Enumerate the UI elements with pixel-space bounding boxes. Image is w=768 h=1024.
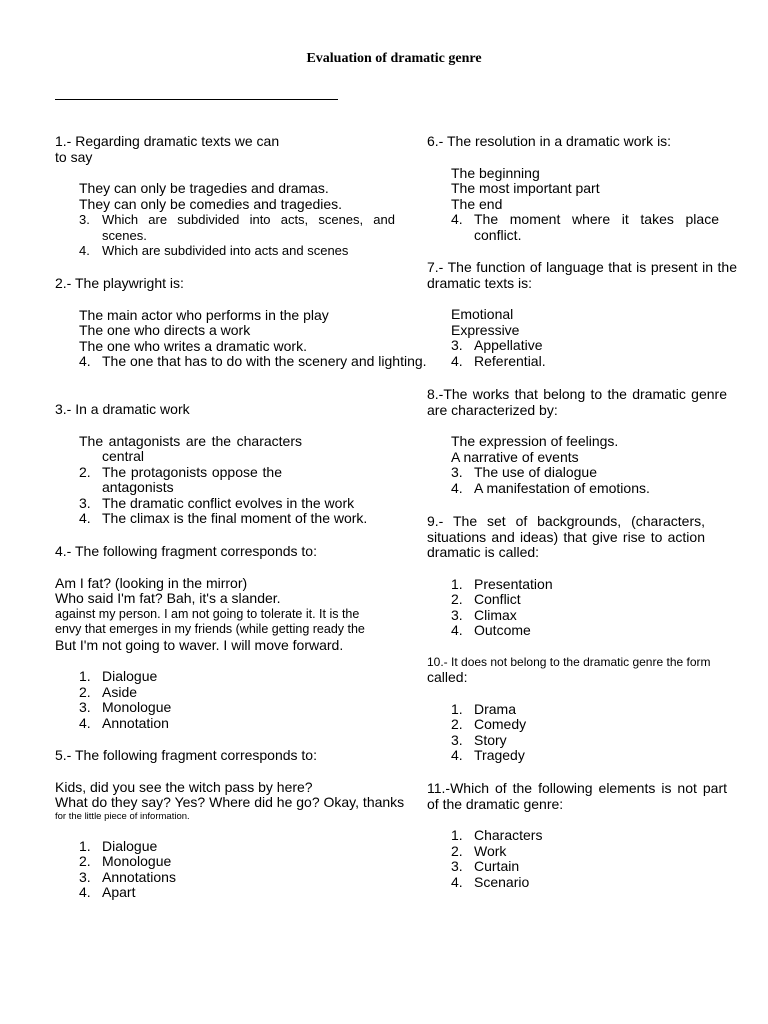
answer-option[interactable]: The most important part: [451, 180, 600, 196]
fragment-line: Am I fat? (looking in the mirror): [55, 574, 248, 591]
question-stem: 8.-The works that belong to the dramatic genre are characterized by:: [427, 386, 727, 418]
question-stem: 1.- Regarding dramatic texts we can: [55, 133, 280, 149]
answer-options: [427, 828, 761, 890]
answer-option[interactable]: 4. A manifestation of emotions.: [451, 479, 650, 496]
answer-option[interactable]: 3. Appellative: [451, 337, 543, 353]
question-stem: 3.- In a dramatic work: [55, 401, 190, 417]
dialogue-fragment: [55, 576, 425, 654]
fragment-line: against my person. I am not going to tolerate it. It is the: [55, 606, 360, 621]
answer-option[interactable]: 4. Which are subdivided into acts and scenes: [79, 243, 349, 258]
answer-option[interactable]: 3. The dramatic conflict evolves in the work: [79, 494, 355, 511]
answer-options: [55, 839, 425, 901]
question-4: [55, 544, 425, 731]
name-blank-line: [55, 99, 338, 100]
answer-option[interactable]: 3. Climax: [451, 606, 517, 623]
answer-option[interactable]: 4. Tragedy: [451, 747, 525, 763]
answer-option[interactable]: 4. The climax is the final moment of the work.: [79, 510, 368, 526]
answer-option[interactable]: They can only be comedies and tragedies.: [79, 195, 343, 212]
question-stem: 6.- The resolution in a dramatic work is:: [427, 133, 672, 149]
fragment-line: Kids, did you see the witch pass by here?: [55, 778, 313, 795]
answer-option[interactable]: 1. Dialogue: [79, 668, 158, 684]
fragment-line: But I'm not going to waver. I will move forward.: [55, 636, 344, 653]
question-stem: 2.- The playwright is:: [55, 275, 184, 291]
answer-option[interactable]: The one who writes a dramatic work.: [79, 337, 307, 354]
answer-options: [55, 181, 395, 259]
question-7: [427, 260, 761, 369]
question-3: [55, 402, 425, 527]
question-10: [427, 654, 761, 764]
answer-option[interactable]: A narrative of events: [451, 448, 579, 465]
question-stem: 5.- The following fragment corresponds to:: [55, 747, 317, 763]
dialogue-fragment: [55, 780, 425, 823]
answer-option[interactable]: 2. Aside: [79, 683, 138, 700]
answer-option[interactable]: The main actor who performs in the play: [79, 306, 329, 323]
question-8: [427, 387, 761, 496]
answer-option[interactable]: 4. The one that has to do with the scenery and lighting.: [79, 353, 427, 369]
answer-option[interactable]: 4. Scenario: [451, 873, 530, 890]
question-11: [427, 781, 761, 890]
question-6: [427, 134, 761, 243]
question-2: [55, 276, 425, 370]
page-title: Evaluation of dramatic genre: [306, 51, 482, 66]
question-stem-continued: to say: [55, 148, 93, 165]
answer-options: [55, 308, 447, 370]
answer-option[interactable]: 3. The use of dialogue: [451, 464, 597, 480]
answer-option[interactable]: 3. Story: [451, 731, 507, 748]
fragment-line: Who said I'm fat? Bah, it's a slander.: [55, 590, 281, 606]
answer-option[interactable]: The one who directs a work: [79, 322, 251, 338]
fragment-line: envy that emerges in my friends (while getting ready the: [55, 622, 365, 636]
question-1: [55, 134, 425, 259]
fragment-line: for the little piece of information.: [55, 810, 190, 822]
fragment-line: What do they say? Yes? Where did he go? Okay, thanks: [55, 794, 405, 810]
answer-options: [427, 307, 761, 369]
answer-option[interactable]: 2. The protagonists oppose the antagonists: [79, 463, 282, 495]
answer-option[interactable]: 3. Annotations: [79, 868, 176, 885]
answer-option[interactable]: The antagonists are the characters central: [79, 432, 302, 464]
question-9: [427, 514, 761, 639]
question-stem: 9.- The set of backgrounds, (characters, situations and ideas) that give rise to action dramatic is called:: [427, 513, 705, 560]
answer-option[interactable]: They can only be tragedies and dramas.: [79, 180, 329, 196]
answer-option[interactable]: 3. Which are subdivided into acts, scenes, and scenes.: [79, 212, 395, 243]
answer-options: [427, 577, 761, 639]
answer-option[interactable]: 2. Work: [451, 842, 507, 859]
answer-option[interactable]: Expressive: [451, 321, 520, 338]
answer-option[interactable]: The beginning: [451, 164, 540, 181]
answer-options: [55, 434, 425, 527]
answer-option[interactable]: 2. Comedy: [451, 716, 527, 732]
answer-option[interactable]: The expression of feelings.: [451, 433, 619, 449]
question-stem: 4.- The following fragment corresponds to:: [55, 543, 317, 559]
question-stem: 10.- It does not belong to the dramatic genre the form: [427, 655, 711, 669]
answer-option[interactable]: The end: [451, 195, 503, 212]
answer-option[interactable]: 1. Characters: [451, 827, 543, 843]
question-stem-continued: called:: [427, 669, 468, 685]
answer-option[interactable]: 3. Curtain: [451, 858, 520, 874]
question-stem: 11.-Which of the following elements is not part of the dramatic genre:: [427, 780, 727, 812]
question-stem: 7.- The function of language that is present in the dramatic texts is:: [427, 259, 737, 291]
answer-option[interactable]: 2. Monologue: [79, 853, 172, 869]
answer-option[interactable]: 4. Outcome: [451, 622, 531, 638]
answer-options: [427, 702, 761, 764]
answer-option[interactable]: Emotional: [451, 306, 514, 322]
answer-option[interactable]: 2. Conflict: [451, 591, 521, 607]
answer-option[interactable]: 4. The moment where it takes place conflict.: [451, 211, 719, 243]
answer-option[interactable]: 1. Presentation: [451, 575, 553, 592]
answer-option[interactable]: 3. Monologue: [79, 699, 172, 715]
answer-option[interactable]: 4. Annotation: [79, 714, 169, 731]
answer-option[interactable]: 1. Dialogue: [79, 837, 158, 854]
answer-options: [55, 669, 425, 731]
question-5: [55, 748, 425, 901]
answer-options: [427, 434, 761, 496]
answer-option[interactable]: 4. Apart: [79, 884, 136, 900]
answer-option[interactable]: 4. Referential.: [451, 352, 546, 369]
answer-options: [427, 166, 719, 244]
answer-option[interactable]: 1. Drama: [451, 700, 517, 717]
